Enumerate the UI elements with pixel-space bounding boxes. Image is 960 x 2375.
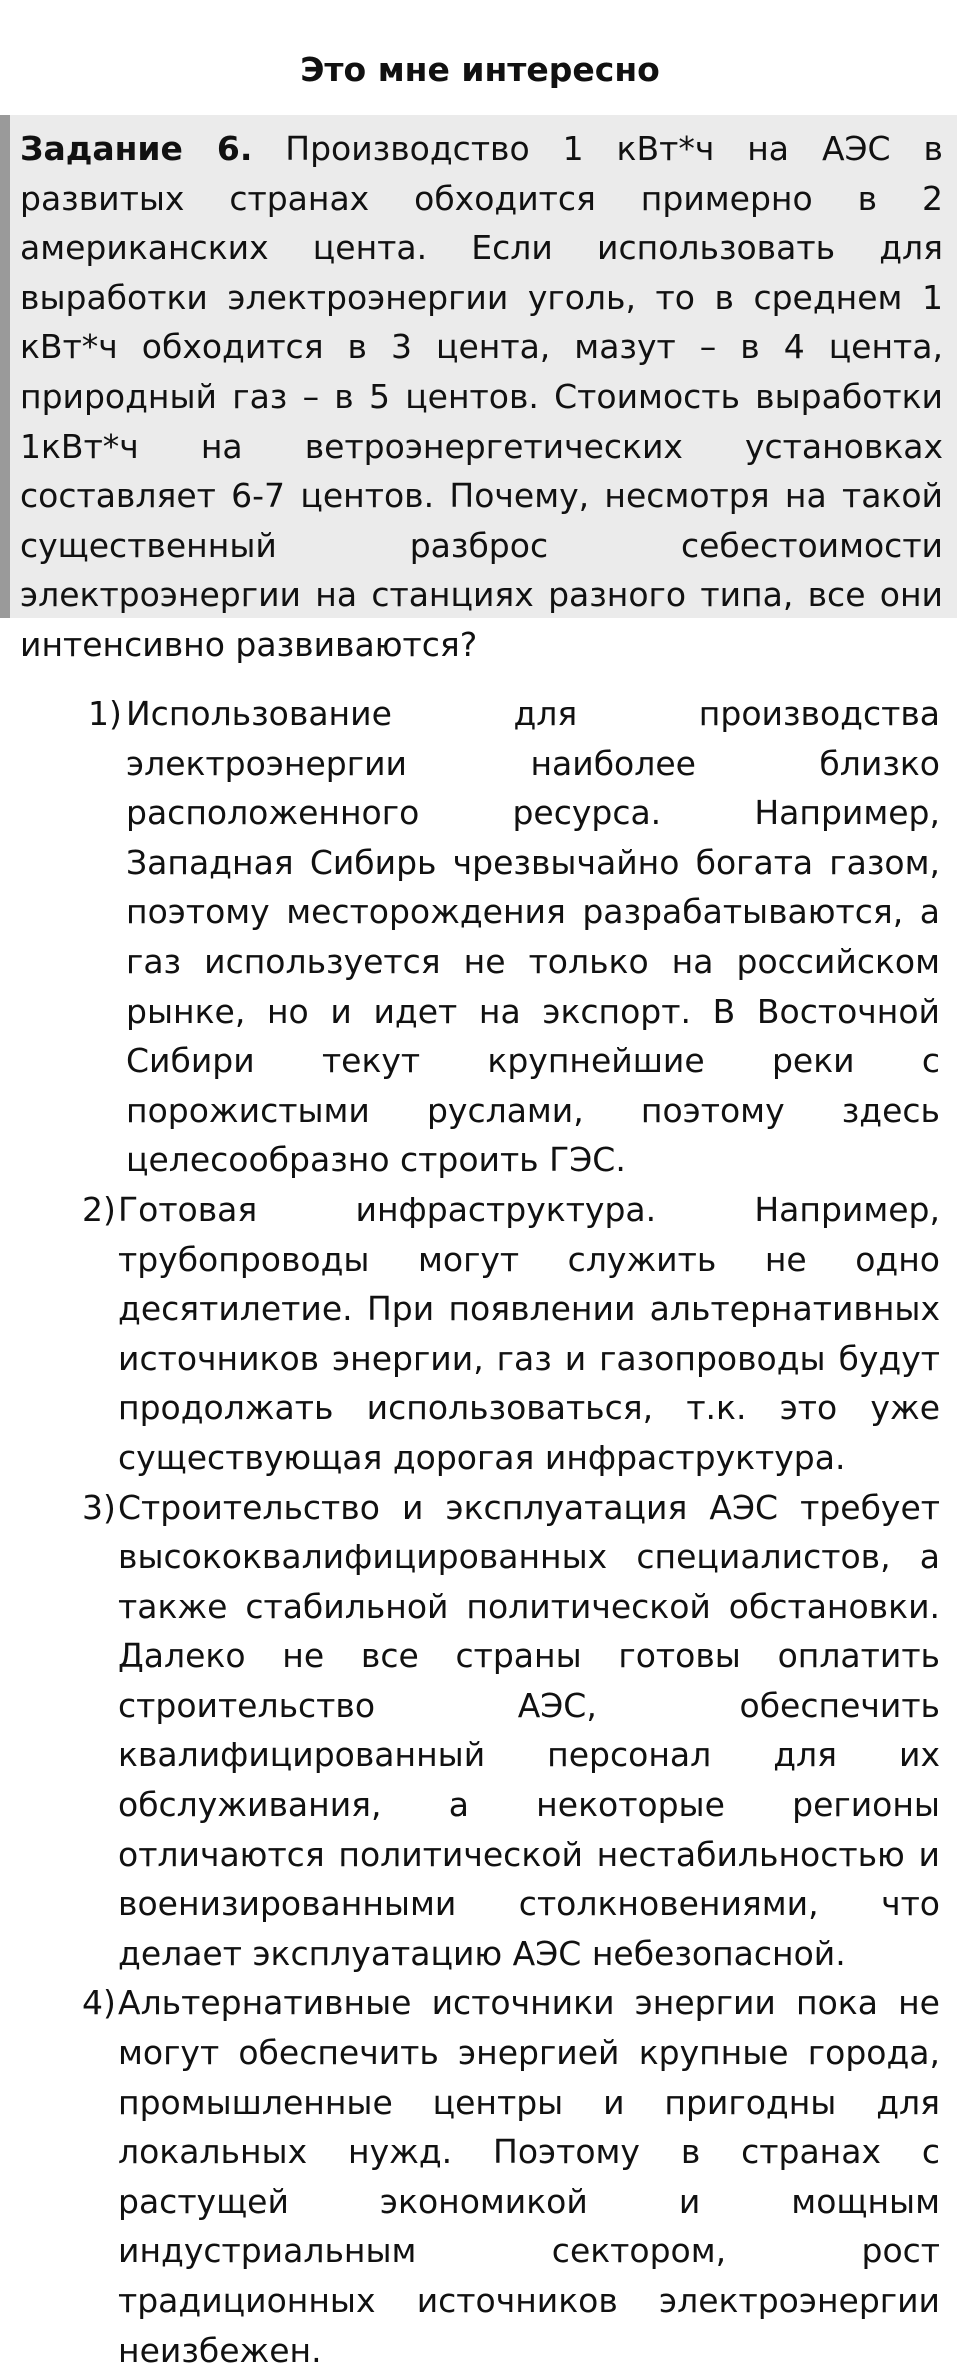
- list-item: [0, 1185, 960, 1483]
- list-item-number: 3): [82, 1487, 116, 1527]
- list-item-text: Альтернативные источники энергии пока не могут обеспечить энергией крупные города, промышленные центры и пригодны для локальных нужд. Поэтому в странах с растущей экономикой и мощным индустриальным сектором, рост традиционных источников электроэнергии неизбежен.: [118, 1983, 940, 2370]
- task-box: [0, 115, 957, 664]
- list-item-number: 2): [82, 1189, 116, 1229]
- task-label: Задание 6.: [20, 129, 253, 168]
- page-title: Это мне интересно: [300, 50, 660, 89]
- list-item: [0, 689, 960, 1185]
- task-text: Производство 1 кВт*ч на АЭС в развитых странах обходится примерно в 2 американских цента. Если использовать для выработки электроэнергии уголь, то в среднем 1 кВт*ч обходится в 3 цента, мазут – в 4 цента, природный газ – в 5 центов. Стоимость выработки 1кВт*ч на ветроэнергетических установках составляет 6-7 центов. Почему, несмотря на такой существенный разброс себестоимости электроэнергии на станциях разного типа, все они интенсивно развиваются?: [20, 129, 943, 664]
- list-item-number: 4): [82, 1983, 116, 2023]
- list-item-number: 1): [88, 694, 122, 733]
- list-item-text: Готовая инфраструктура. Например, трубопроводы могут служить не одно десятилетие. При появлении альтернативных источников энергии, газ и газопроводы будут продолжать использоваться, т.к. это уже существующая дорогая инфраструктура.: [118, 1189, 940, 1477]
- list-item-text: Использование для производства электроэнергии наиболее близко расположенного ресурса. Например, Западная Сибирь чрезвычайно богата газом, поэтому месторождения разрабатываются, а газ используется не только на российском рынке, но и идет на экспорт. В Восточной Сибири текут крупнейшие реки с порожистыми руслами, поэтому здесь целесообразно строить ГЭС.: [126, 694, 940, 1180]
- list-item: [0, 1483, 960, 1979]
- list-item: [0, 1978, 960, 2375]
- answer-list: [0, 689, 960, 2375]
- list-item-text: Строительство и эксплуатация АЭС требует высококвалифицированных специалистов, а также стабильной политической обстановки. Далеко не все страны готовы оплатить строительство АЭС, обеспечить квалифицированный персонал для их обслуживания, а некоторые регионы отличаются политической нестабильностью и военизированными столкновениями, что делает эксплуатацию АЭС небезопасной.: [118, 1487, 940, 1973]
